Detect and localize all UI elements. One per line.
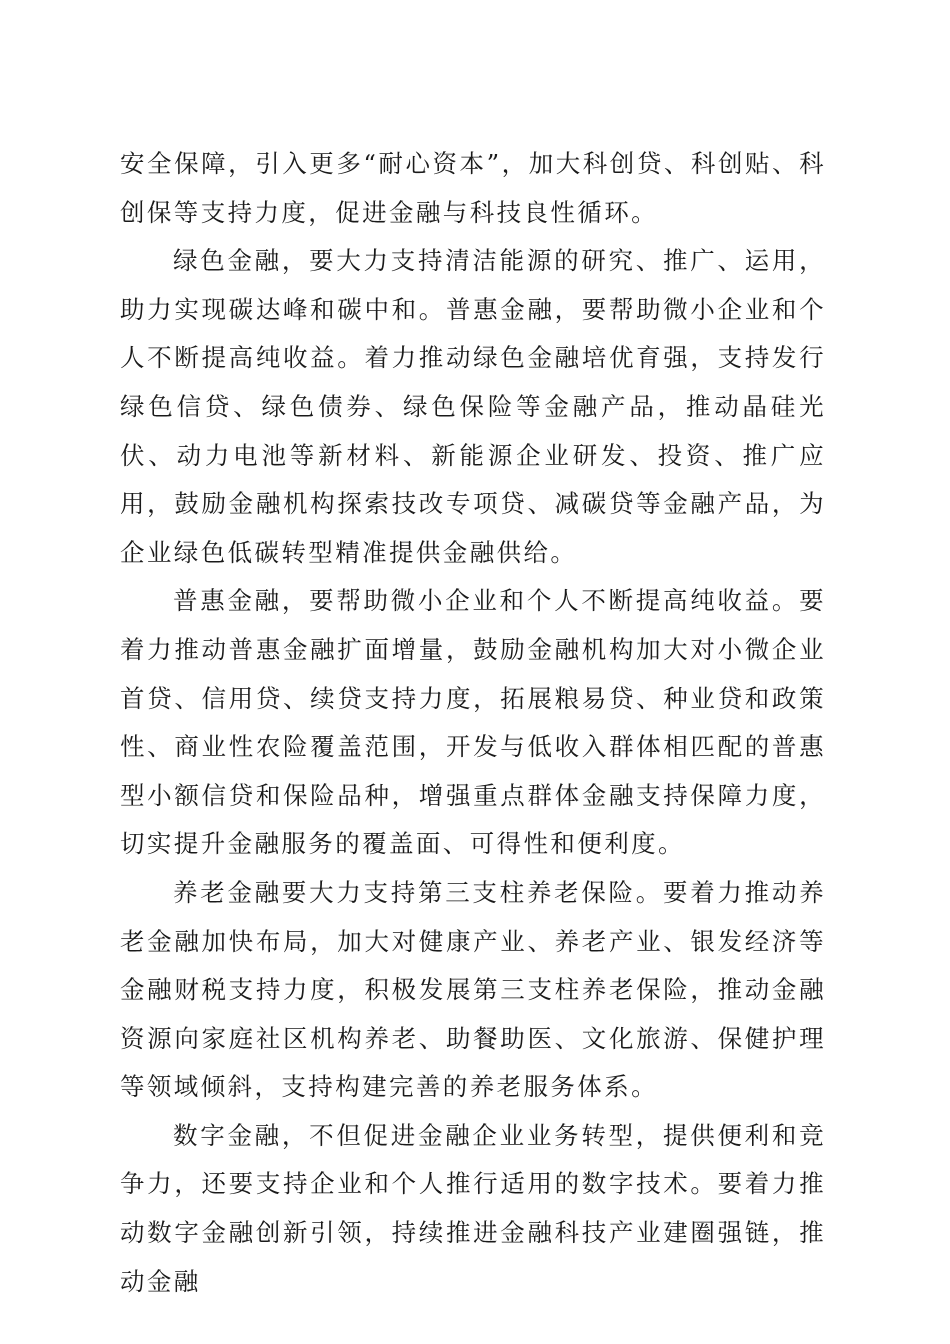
paragraph-pension-finance: 养老金融要大力支持第三支柱养老保险。要着力推动养老金融加快布局，加大对健康产业、养老产业、银发经济等金融财税支持力度，积极发展第三支柱养老保险，推动金融资源向家庭社区机构养老、助餐助医、文化旅游、保健护理等领域倾斜，支持构建完善的养老服务体系。 bbox=[120, 877, 826, 1102]
paragraph-green-finance: 绿色金融，要大力支持清洁能源的研究、推广、运用，助力实现碳达峰和碳中和。普惠金融，要帮助微小企业和个人不断提高纯收益。着力推动绿色金融培优育强，支持发行绿色信贷、绿色债券、绿色保险等金融产品，推动晶硅光伏、动力电池等新材料、新能源企业研发、投资、推广应用，鼓励金融机构探索技改专项贷、减碳贷等金融产品，为企业绿色低碳转型精准提供金融供给。 bbox=[120, 246, 826, 567]
paragraph-digital-finance: 数字金融，不但促进金融企业业务转型，提供便利和竞争力，还要支持企业和个人推行适用的数字技术。要着力推动数字金融创新引领，持续推进金融科技产业建圈强链，推动金融 bbox=[120, 1120, 826, 1296]
paragraph-continuation: 安全保障，引入更多“耐心资本”，加大科创贷、科创贴、科创保等支持力度，促进金融与科技良性循环。 bbox=[120, 149, 826, 227]
paragraph-inclusive-finance: 普惠金融，要帮助微小企业和个人不断提高纯收益。要着力推动普惠金融扩面增量，鼓励金融机构加大对小微企业首贷、信用贷、续贷支持力度，拓展粮易贷、种业贷和政策性、商业性农险覆盖范围，开发与低收入群体相匹配的普惠型小额信贷和保险品种，增强重点群体金融支持保障力度，切实提升金融服务的覆盖面、可得性和便利度。 bbox=[120, 586, 826, 859]
document-body bbox=[120, 140, 826, 1306]
